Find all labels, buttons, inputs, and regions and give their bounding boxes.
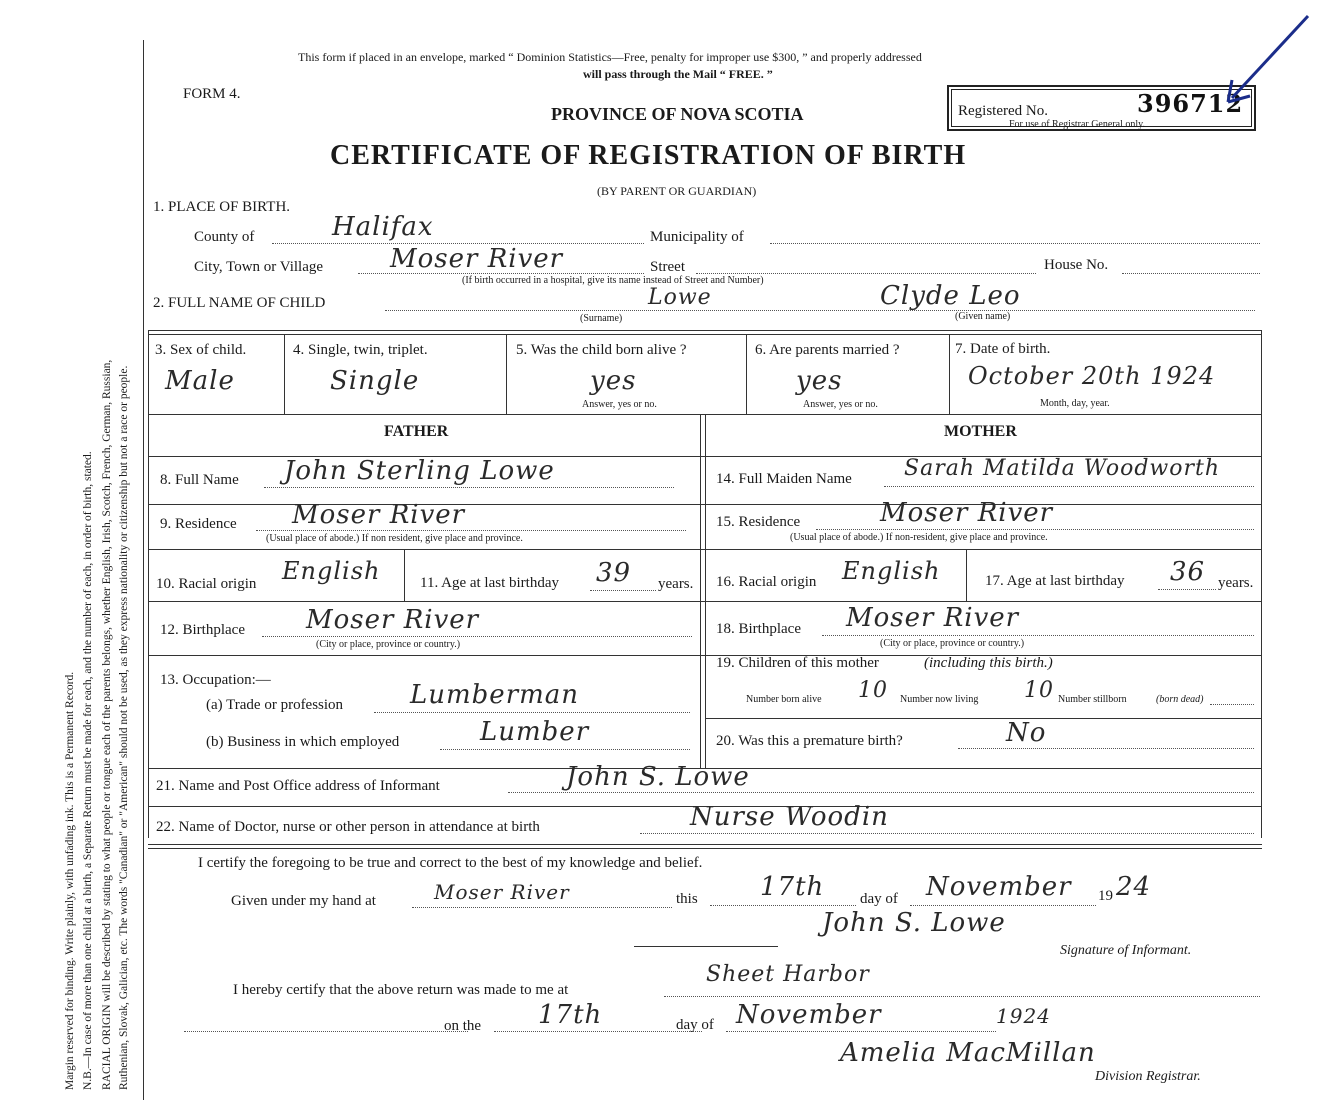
answer-note-alive: Answer, yes or no. (582, 399, 657, 410)
father-age-label: 11. Age at last birthday (420, 575, 559, 591)
plurality-label: 4. Single, twin, triplet. (293, 342, 428, 358)
doctor-value: Nurse Woodin (690, 802, 889, 832)
margin-note-binding: Margin reserved for binding. Write plainly, with unfading ink. This is a Permanent Record. (64, 671, 76, 1090)
sex-value: Male (165, 366, 235, 396)
municipality-label: Municipality of (650, 229, 744, 245)
given-name-label: (Given name) (955, 311, 1011, 322)
day-of-label: day of (860, 891, 898, 907)
dob-value: October 20th 1924 (968, 362, 1216, 390)
city-value: Moser River (390, 244, 564, 274)
certification-statement: I certify the foregoing to be true and correct to the best of my knowledge and belief. (198, 855, 703, 871)
occupation-label: 13. Occupation:— (160, 672, 271, 688)
registered-number: 396712 (1137, 89, 1244, 118)
informant-signature-label: Signature of Informant. (1060, 943, 1192, 958)
dob-note: Month, day, year. (1040, 398, 1110, 409)
born-alive-count-label: Number born alive (746, 694, 822, 705)
dob-label: 7. Date of birth. (955, 341, 1051, 357)
business-label: (b) Business in which employed (206, 734, 400, 750)
children-label: 19. Children of this mother (716, 655, 879, 671)
place-of-birth-label: 1. PLACE OF BIRTH. (153, 199, 291, 215)
certificate-subtitle: (BY PARENT OR GUARDIAN) (597, 184, 757, 198)
mother-age-label: 17. Age at last birthday (985, 573, 1125, 589)
year-suffix: 24 (1116, 872, 1152, 902)
margin-note-racial-origin-2: Ruthenian, Slovak, Galician, etc. The words "Canadian" or "American" should not be used, as they express nationality or citizenship but not a race or people. (118, 365, 130, 1090)
registrar-general-note: For use of Registrar General only. (1009, 119, 1145, 130)
division-registrar-label: Division Registrar. (1095, 1069, 1201, 1084)
trade-label: (a) Trade or profession (206, 697, 344, 713)
plurality-value: Single (330, 366, 420, 396)
stillborn-note: (born dead) (1156, 694, 1204, 705)
father-age-years: years. (658, 576, 694, 592)
certificate-title: CERTIFICATE OF REGISTRATION OF BIRTH (330, 140, 967, 171)
mother-name-value: Sarah Matilda Woodworth (904, 456, 1221, 481)
mother-age-value: 36 (1170, 557, 1206, 587)
binding-margin-line (143, 40, 144, 1100)
county-value: Halifax (332, 212, 434, 242)
mother-birthplace-label: 18. Birthplace (716, 621, 801, 637)
child-name-label: 2. FULL NAME OF CHILD (153, 295, 326, 311)
mother-birthplace-note: (City or place, province or country.) (880, 638, 1025, 649)
parents-married-label: 6. Are parents married ? (755, 342, 900, 358)
father-birthplace-note: (City or place, province or country.) (316, 639, 461, 650)
father-birthplace-value: Moser River (306, 605, 480, 635)
mother-age-years: years. (1218, 575, 1254, 591)
stillborn-label: Number stillborn (1058, 694, 1127, 705)
certification-day: 17th (760, 872, 825, 902)
house-no-label: House No. (1044, 257, 1109, 273)
mother-race-value: English (842, 557, 941, 585)
mother-race-label: 16. Racial origin (716, 574, 817, 590)
mail-notice-1: This form if placed in an envelope, marked “ Dominion Statistics—Free, penalty for improper use $300, ” and properly addressed (298, 50, 922, 64)
father-residence-value: Moser River (292, 500, 466, 530)
year-prefix: 19 (1098, 888, 1113, 904)
premature-label: 20. Was this a premature birth? (716, 733, 903, 749)
children-note: (including this birth.) (924, 655, 1053, 671)
business-value: Lumber (480, 717, 590, 747)
registered-box (947, 85, 1256, 131)
on-the-label: on the (444, 1018, 482, 1034)
mother-birthplace-value: Moser River (846, 603, 1020, 633)
mother-name-label: 14. Full Maiden Name (716, 471, 852, 487)
registrar-place: Sheet Harbor (706, 962, 870, 987)
street-label: Street (650, 259, 685, 275)
margin-note-multiple-birth: N.B.—In case of more than one child at a birth, a Separate Return must be made for each, and the number of each, in order of birth, stated. (82, 451, 94, 1090)
child-given-name: Clyde Leo (880, 281, 1021, 311)
mother-residence-note: (Usual place of abode.) If non-resident, give place and province. (790, 532, 1048, 543)
father-name-value: John Sterling Lowe (284, 456, 555, 486)
registered-label: Registered No. (958, 103, 1048, 119)
mail-notice-2: will pass through the Mail “ FREE. ” (583, 67, 773, 81)
parents-married-value: yes (796, 366, 843, 396)
father-residence-label: 9. Residence (160, 516, 237, 532)
doctor-label: 22. Name of Doctor, nurse or other person in attendance at birth (156, 819, 540, 835)
arrow-icon (1218, 12, 1314, 112)
registrar-statement: I hereby certify that the above return was made to me at (233, 982, 569, 998)
registration-year: 1924 (996, 1004, 1051, 1028)
reg-day-of-label: day of (676, 1017, 714, 1033)
certification-month: November (926, 872, 1072, 902)
sex-label: 3. Sex of child. (155, 342, 247, 358)
mother-heading: MOTHER (944, 423, 1017, 440)
registration-day: 17th (538, 1000, 603, 1030)
informant-value: John S. Lowe (566, 762, 750, 792)
registrar-signature: Amelia MacMillan (840, 1038, 1096, 1068)
margin-note-racial-origin: RACIAL ORIGIN will be described by stating to what people or tongue each of the parents belongs, whether English, Irish, Scotch, French, German, Russian, (101, 359, 113, 1090)
father-residence-note: (Usual place of abode.) If non resident, give place and province. (266, 533, 523, 544)
born-alive-count: 10 (858, 678, 888, 703)
mother-residence-label: 15. Residence (716, 514, 801, 530)
father-age-value: 39 (596, 558, 632, 588)
city-label: City, Town or Village (194, 259, 324, 275)
registration-month: November (736, 1000, 882, 1030)
premature-value: No (1006, 718, 1047, 748)
form-number: FORM 4. (183, 86, 241, 102)
father-race-label: 10. Racial origin (156, 576, 257, 592)
born-alive-value: yes (590, 366, 637, 396)
hospital-note: (If birth occurred in a hospital, give its name instead of Street and Number) (462, 275, 764, 286)
father-name-label: 8. Full Name (160, 472, 239, 488)
father-birthplace-label: 12. Birthplace (160, 622, 245, 638)
father-race-value: English (282, 557, 381, 585)
trade-value: Lumberman (410, 680, 580, 710)
born-alive-label: 5. Was the child born alive ? (516, 342, 687, 358)
county-label: County of (194, 229, 255, 245)
mother-residence-value: Moser River (880, 498, 1054, 528)
answer-note-married: Answer, yes or no. (803, 399, 878, 410)
now-living-label: Number now living (900, 694, 979, 705)
child-surname: Lowe (648, 285, 712, 310)
surname-label: (Surname) (580, 313, 623, 324)
province-heading: PROVINCE OF NOVA SCOTIA (551, 104, 804, 124)
given-place: Moser River (434, 880, 570, 904)
this-label: this (676, 891, 698, 907)
now-living-count: 10 (1024, 678, 1054, 703)
father-heading: FATHER (384, 423, 449, 440)
informant-signature: John S. Lowe (822, 908, 1006, 938)
given-under-label: Given under my hand at (231, 893, 376, 909)
informant-label: 21. Name and Post Office address of Informant (156, 778, 440, 794)
